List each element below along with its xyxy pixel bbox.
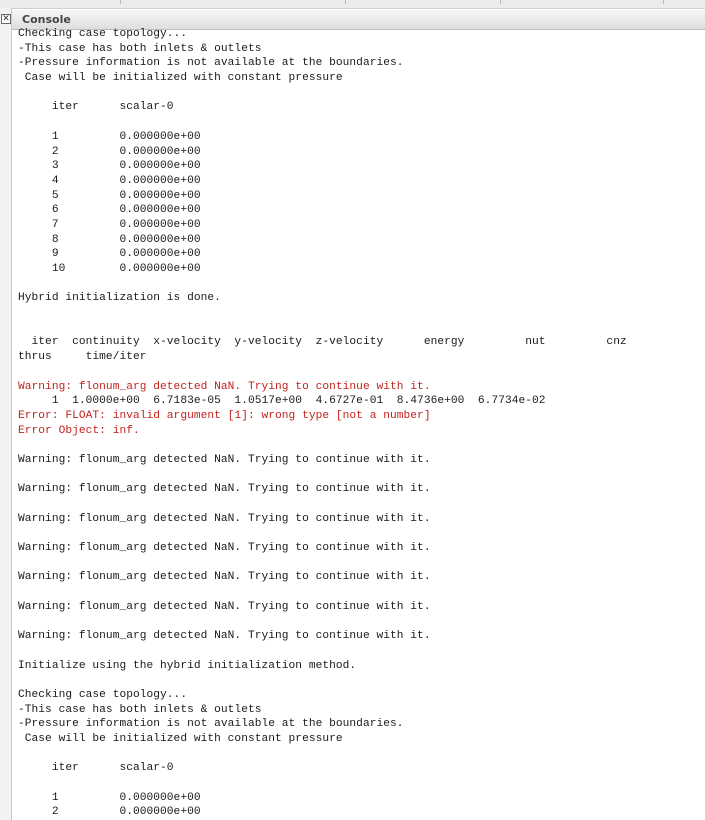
console-line: Warning: flonum_arg detected NaN. Trying to continue with it. — [18, 571, 431, 584]
console-line — [18, 115, 702, 130]
console-line: Case will be initialized with constant pressure — [18, 72, 343, 85]
console-line: 2 0.000000e+00 — [18, 145, 201, 158]
panel-left-bar — [0, 8, 12, 820]
window-top-strip — [0, 0, 705, 9]
console-line: Checking case topology... — [18, 688, 188, 701]
console-line — [18, 321, 702, 336]
console-line — [18, 306, 702, 321]
console-line: 1 0.000000e+00 — [18, 791, 201, 804]
console-line — [18, 615, 702, 630]
console-line — [18, 438, 702, 453]
console-line: iter scalar-0 — [18, 762, 174, 775]
console-line-error: Warning: flonum_arg detected NaN. Trying to continue with it. — [18, 380, 431, 393]
console-line: 8 0.000000e+00 — [18, 233, 201, 246]
console-line: Warning: flonum_arg detected NaN. Trying to continue with it. — [18, 542, 431, 555]
console-line-error: Error: FLOAT: invalid argument [1]: wrong type [not a number] — [18, 409, 431, 422]
console-title: Console — [22, 13, 71, 26]
console-line: -Pressure information is not available at the boundaries. — [18, 718, 404, 731]
console-line: Case will be initialized with constant pressure — [18, 733, 343, 745]
console-line: -This case has both inlets & outlets — [18, 703, 262, 716]
console-line: 2 0.000000e+00 — [18, 806, 201, 819]
close-icon[interactable]: ✕ — [2, 14, 10, 24]
console-line: 9 0.000000e+00 — [18, 248, 201, 261]
console-line: -This case has both inlets & outlets — [18, 42, 262, 55]
console-line: 5 0.000000e+00 — [18, 189, 201, 202]
console-line — [18, 776, 702, 791]
console-output[interactable] — [18, 27, 702, 820]
console-line-error: Error Object: inf. — [18, 424, 140, 437]
console-line: 1 0.000000e+00 — [18, 130, 201, 143]
console-line — [18, 277, 702, 292]
console-line: Hybrid initialization is done. — [18, 292, 221, 305]
console-line — [18, 644, 702, 659]
console-line: iter scalar-0 — [18, 101, 174, 114]
console-line: Warning: flonum_arg detected NaN. Trying to continue with it. — [18, 600, 431, 613]
console-line — [18, 365, 702, 380]
console-line: 10 0.000000e+00 — [18, 263, 201, 275]
console-line — [18, 526, 702, 541]
console-line — [18, 585, 702, 600]
console-line: iter continuity x-velocity y-velocity z-velocity energy nut cnz — [18, 336, 627, 349]
console-line: 1 1.0000e+00 6.7183e-05 1.0517e+00 4.6727e-01 8.4736e+00 6.7734e-02 — [18, 395, 546, 408]
console-line: 3 0.000000e+00 — [18, 160, 201, 173]
console-line: thrus time/iter — [18, 351, 147, 364]
console-line: -Pressure information is not available at the boundaries. — [18, 57, 404, 70]
console-line: 7 0.000000e+00 — [18, 218, 201, 231]
console-line: Warning: flonum_arg detected NaN. Trying to continue with it. — [18, 630, 431, 643]
console-line — [18, 468, 702, 483]
console-line: 4 0.000000e+00 — [18, 174, 201, 187]
console-line — [18, 673, 702, 688]
console-line — [18, 497, 702, 512]
console-line: Warning: flonum_arg detected NaN. Trying to continue with it. — [18, 512, 431, 525]
console-line: Initialize using the hybrid initialization method. — [18, 659, 357, 672]
console-line: Warning: flonum_arg detected NaN. Trying to continue with it. — [18, 483, 431, 496]
console-line: 6 0.000000e+00 — [18, 204, 201, 217]
console-line: Warning: flonum_arg detected NaN. Trying to continue with it. — [18, 453, 431, 466]
console-line: Checking case topology... — [18, 28, 188, 40]
console-line — [18, 747, 702, 762]
console-line — [18, 556, 702, 571]
console-line — [18, 86, 702, 101]
